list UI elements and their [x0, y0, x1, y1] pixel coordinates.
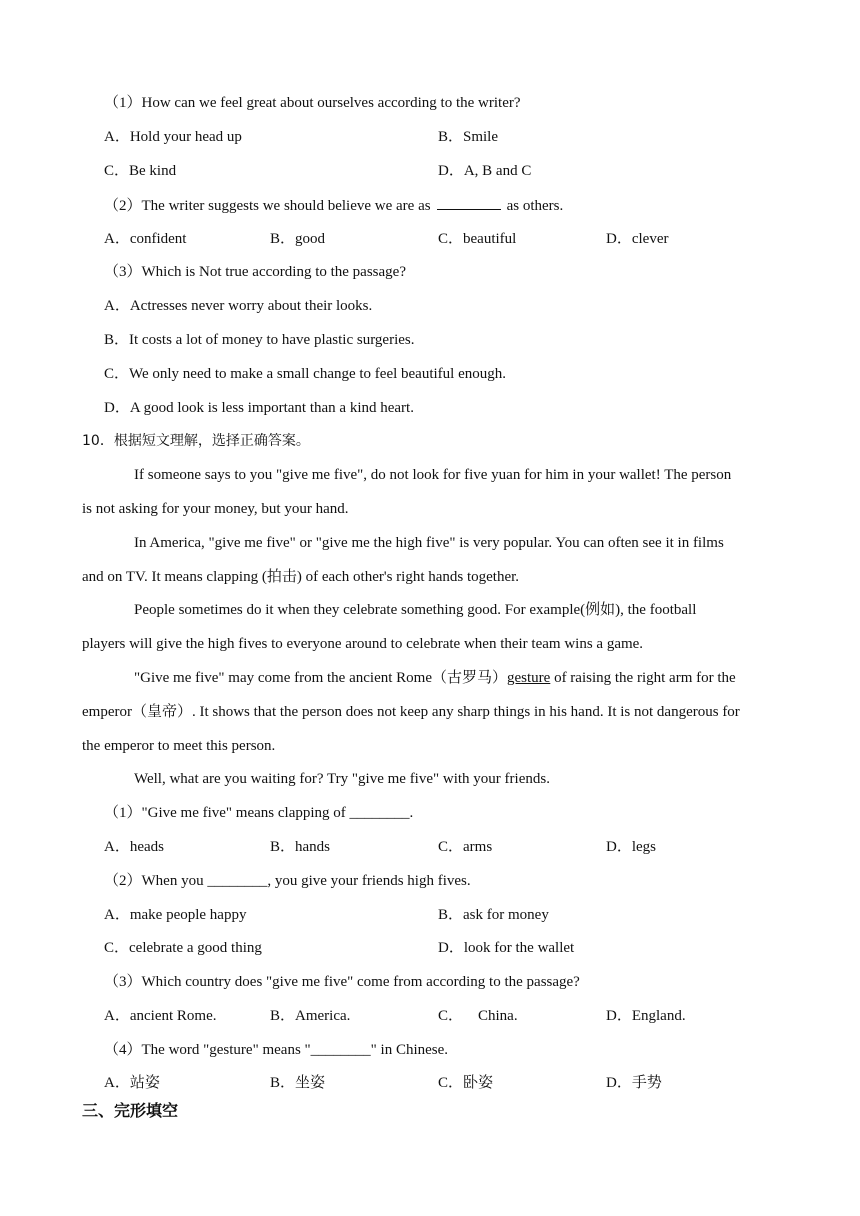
q9-sub1-option-a[interactable]: A．Hold your head up: [104, 129, 242, 145]
q10-passage-p5: Well, what are you waiting for? Try "give me five" with your friends.: [134, 771, 550, 787]
q10-sub4-option-c[interactable]: C．卧姿: [438, 1075, 494, 1091]
q9-sub2-stem: [104, 195, 563, 216]
q10-sub4-option-a[interactable]: A．站姿: [104, 1075, 160, 1091]
q10-heading: 10．根据短文理解，选择正确答案。: [82, 433, 310, 449]
q10-sub4-option-b[interactable]: B．坐姿: [270, 1075, 326, 1091]
q10-p4-line1-after: of raising the right arm for the: [550, 670, 736, 686]
q9-sub3-option-a[interactable]: A．Actresses never worry about their looks.: [104, 298, 373, 314]
q9-sub3-option-b[interactable]: B．It costs a lot of money to have plastic surgeries.: [104, 332, 415, 348]
q10-sub4-option-d[interactable]: D．手势: [606, 1075, 662, 1091]
q10-passage-p1-line2: is not asking for your money, but your hand.: [82, 501, 349, 517]
q9-sub3-option-d[interactable]: D．A good look is less important than a kind heart.: [104, 400, 414, 416]
q10-passage-p4-line3: the emperor to meet this person.: [82, 738, 276, 754]
q9-sub2-option-b[interactable]: B．good: [270, 231, 326, 247]
q9-sub2-option-c[interactable]: C．beautiful: [438, 231, 517, 247]
q10-passage-p2-line2: and on TV. It means clapping (拍击) of each other's right hands together.: [82, 569, 520, 585]
q10-passage-p1-line1: If someone says to you "give me five", do not look for five yuan for him in your wallet! The person: [134, 467, 732, 483]
q10-sub3-option-a[interactable]: A．ancient Rome.: [104, 1008, 217, 1024]
q10-sub2-option-a[interactable]: A．make people happy: [104, 907, 247, 923]
q10-passage-p4-line1: [134, 668, 736, 688]
q9-sub2-stem-before: （2）The writer suggests we should believe we are as: [104, 198, 431, 214]
q10-sub3-stem: （3）Which country does "give me five" come from according to the passage?: [104, 974, 580, 990]
q10-sub1-stem: （1）"Give me five" means clapping of ________.: [104, 805, 414, 821]
q9-sub1-option-d[interactable]: D．A, B and C: [438, 163, 532, 179]
section-heading-cloze: 三、完形填空: [82, 1101, 179, 1120]
answer-blank: [437, 195, 501, 210]
q10-sub3-option-d[interactable]: D．England.: [606, 1008, 686, 1024]
q10-sub4-stem: （4）The word "gesture" means "________" in Chinese.: [104, 1042, 449, 1058]
q10-sub2-stem: （2）When you ________, you give your friends high fives.: [104, 873, 471, 889]
q10-p4-line1-before: "Give me five" may come from the ancient Rome（古罗马）: [134, 670, 507, 686]
q9-sub2-stem-after: as others.: [506, 198, 564, 214]
q9-sub1-option-c[interactable]: C．Be kind: [104, 163, 177, 179]
q9-sub2-option-a[interactable]: A．confident: [104, 231, 187, 247]
q9-sub3-option-c[interactable]: C．We only need to make a small change to feel beautiful enough.: [104, 366, 506, 382]
q10-passage-p4-line2: emperor（皇帝）. It shows that the person does not keep any sharp things in his hand. It is not dangerous for: [82, 704, 740, 720]
q9-sub2-option-d[interactable]: D．clever: [606, 231, 669, 247]
q10-passage-p3-line2: players will give the high fives to everyone around to celebrate when their team wins a game.: [82, 636, 644, 652]
q10-sub1-option-b[interactable]: B．hands: [270, 839, 331, 855]
q10-sub2-option-b[interactable]: B．ask for money: [438, 907, 549, 923]
q10-sub2-option-d[interactable]: D．look for the wallet: [438, 940, 575, 956]
q10-sub1-option-a[interactable]: A．heads: [104, 839, 164, 855]
q9-sub1-stem: （1）How can we feel great about ourselves according to the writer?: [104, 95, 521, 111]
q10-passage-p2-line1: In America, "give me five" or "give me the high five" is very popular. You can often see it in films: [134, 535, 724, 551]
q10-sub2-option-c[interactable]: C．celebrate a good thing: [104, 940, 262, 956]
q9-sub3-stem: （3）Which is Not true according to the passage?: [104, 264, 406, 280]
q10-sub1-option-c[interactable]: C．arms: [438, 839, 493, 855]
underlined-word-gesture: gesture: [506, 670, 551, 686]
q10-passage-p3-line1: People sometimes do it when they celebrate something good. For example(例如), the football: [134, 602, 697, 618]
q10-sub3-option-c[interactable]: C． China.: [438, 1008, 518, 1024]
q9-sub1-option-b[interactable]: B．Smile: [438, 129, 499, 145]
q10-sub1-option-d[interactable]: D．legs: [606, 839, 656, 855]
q10-sub3-option-b[interactable]: B．America.: [270, 1008, 351, 1024]
